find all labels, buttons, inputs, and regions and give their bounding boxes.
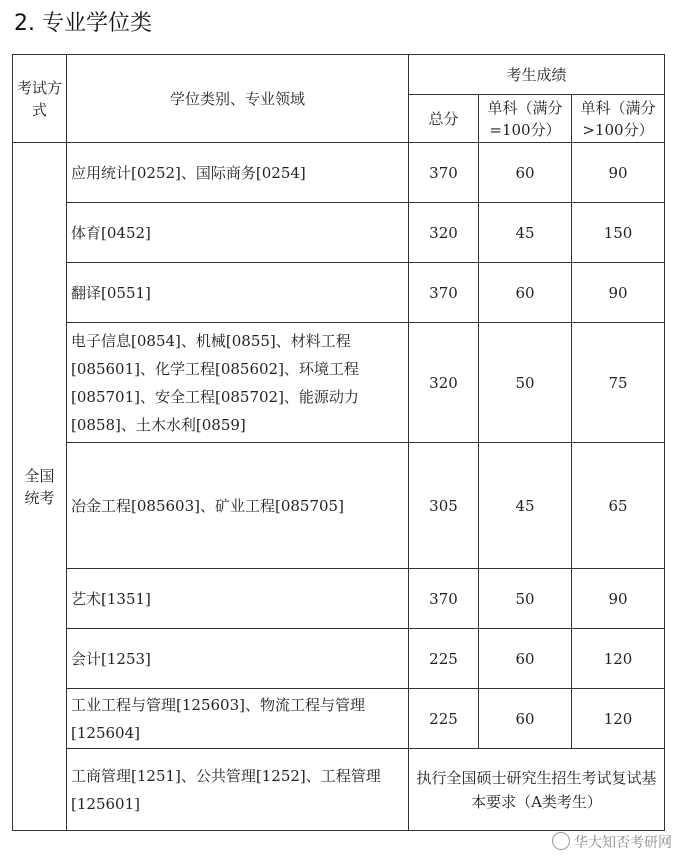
single-100-cell: 60 bbox=[479, 263, 572, 323]
field-cell: 电子信息[0854]、机械[0855]、材料工程[085601]、化学工程[085602]、环境工程[085701]、安全工程[085702]、能源动力[0858]、土木水利[0859] bbox=[67, 323, 409, 443]
header-single-over-100: 单科（满分>100分） bbox=[572, 95, 665, 143]
table-row bbox=[13, 629, 665, 689]
single-100-cell: 60 bbox=[479, 143, 572, 203]
note-cell: 执行全国硕士研究生招生考试复试基本要求（A类考生） bbox=[409, 749, 665, 831]
field-cell: 会计[1253] bbox=[67, 629, 409, 689]
single-over-100-cell: 120 bbox=[572, 689, 665, 749]
single-over-100-cell: 65 bbox=[572, 443, 665, 569]
watermark bbox=[552, 832, 672, 852]
score-table bbox=[12, 54, 665, 831]
single-over-100-cell: 120 bbox=[572, 629, 665, 689]
field-cell: 艺术[1351] bbox=[67, 569, 409, 629]
single-100-cell: 50 bbox=[479, 323, 572, 443]
total-cell: 320 bbox=[409, 203, 479, 263]
single-100-cell: 45 bbox=[479, 203, 572, 263]
exam-mode-cell: 全国统考 bbox=[13, 143, 67, 831]
single-100-cell: 60 bbox=[479, 689, 572, 749]
field-cell: 冶金工程[085603]、矿业工程[085705] bbox=[67, 443, 409, 569]
field-cell: 工业工程与管理[125603]、物流工程与管理[125604] bbox=[67, 689, 409, 749]
table-row bbox=[13, 443, 665, 569]
single-over-100-cell: 75 bbox=[572, 323, 665, 443]
total-cell: 320 bbox=[409, 323, 479, 443]
total-cell: 370 bbox=[409, 143, 479, 203]
single-100-cell: 45 bbox=[479, 443, 572, 569]
header-category: 学位类别、专业领域 bbox=[67, 55, 409, 143]
field-cell: 应用统计[0252]、国际商务[0254] bbox=[67, 143, 409, 203]
header-total: 总分 bbox=[409, 95, 479, 143]
single-over-100-cell: 150 bbox=[572, 203, 665, 263]
total-cell: 370 bbox=[409, 569, 479, 629]
single-over-100-cell: 90 bbox=[572, 263, 665, 323]
table-row bbox=[13, 323, 665, 443]
table-row bbox=[13, 569, 665, 629]
table-row bbox=[13, 203, 665, 263]
total-cell: 225 bbox=[409, 629, 479, 689]
wechat-icon bbox=[552, 832, 570, 850]
single-100-cell: 60 bbox=[479, 629, 572, 689]
single-over-100-cell: 90 bbox=[572, 569, 665, 629]
table-row bbox=[13, 749, 665, 831]
section-title: 2. 专业学位类 bbox=[14, 11, 152, 36]
watermark-text: 华大知否考研网 bbox=[574, 835, 672, 851]
field-cell: 翻译[0551] bbox=[67, 263, 409, 323]
table-row bbox=[13, 689, 665, 749]
field-cell: 工商管理[1251]、公共管理[1252]、工程管理[125601] bbox=[67, 749, 409, 831]
single-over-100-cell: 90 bbox=[572, 143, 665, 203]
header-score-group: 考生成绩 bbox=[409, 55, 665, 95]
table-row bbox=[13, 263, 665, 323]
total-cell: 370 bbox=[409, 263, 479, 323]
total-cell: 305 bbox=[409, 443, 479, 569]
header-exam-mode: 考试方式 bbox=[13, 55, 67, 143]
table-row bbox=[13, 143, 665, 203]
single-100-cell: 50 bbox=[479, 569, 572, 629]
header-single-100: 单科（满分=100分） bbox=[479, 95, 572, 143]
field-cell: 体育[0452] bbox=[67, 203, 409, 263]
total-cell: 225 bbox=[409, 689, 479, 749]
